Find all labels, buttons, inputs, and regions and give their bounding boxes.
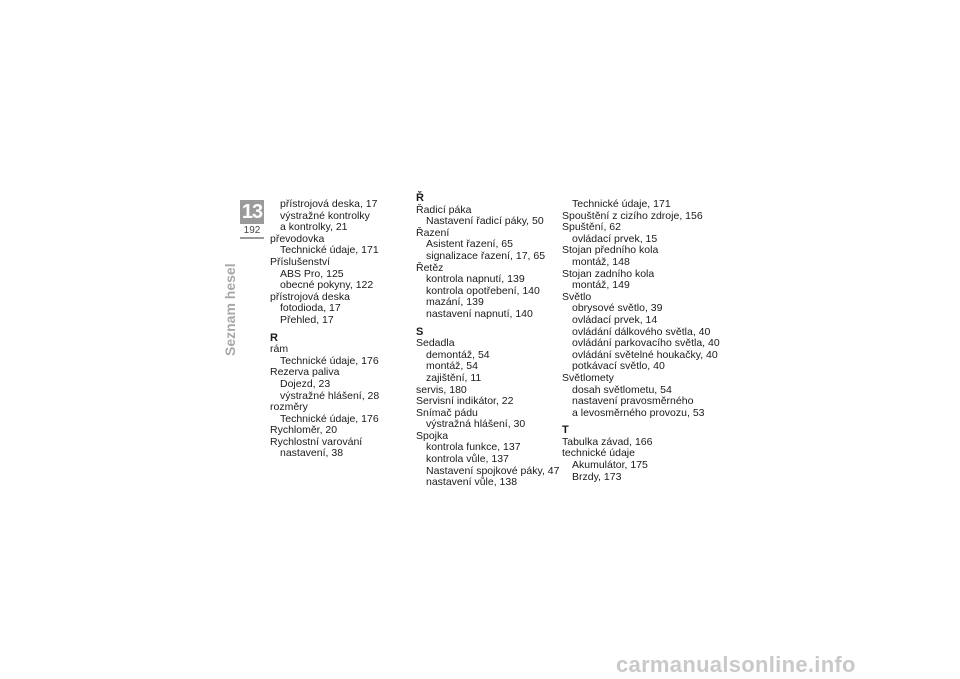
index-column-3	[562, 199, 720, 483]
index-subentry: kontrola napnutí, 139	[426, 273, 525, 286]
index-entry: Servisní indikátor, 22	[416, 395, 514, 408]
index-entry: Tabulka závad, 166	[562, 435, 653, 448]
index-entry: Světlomety	[562, 371, 614, 384]
index-entry: rozměry	[270, 401, 308, 414]
index-subentry: přístrojová deska, 17	[280, 198, 378, 210]
index-subentry: výstražné hlášení, 28	[280, 389, 380, 402]
index-entry: Rychloměr, 20	[270, 424, 338, 437]
index-subentry: dosah světlometu, 54	[572, 383, 672, 396]
index-entry: technické údaje	[562, 447, 635, 460]
index-subentry: Akumulátor, 175	[572, 459, 648, 472]
index-subentry: kontrola funkce, 137	[426, 441, 521, 454]
index-entry: Řetěz	[416, 261, 444, 274]
index-subentry: mazání, 139	[426, 296, 484, 309]
index-subentry: Technické údaje, 176	[280, 412, 379, 425]
index-subentry: ABS Pro, 125	[280, 267, 344, 280]
index-subentry: Přehled, 17	[280, 313, 334, 326]
index-entry: Stojan zadního kola	[562, 267, 655, 280]
index-subentry: Technické údaje, 176	[280, 354, 379, 367]
index-subentry: Dojezd, 23	[280, 377, 331, 390]
index-subentry: kontrola opotřebení, 140	[426, 284, 540, 297]
index-subentry: zajištění, 11	[426, 371, 482, 384]
index-subentry: nastavení, 38	[280, 447, 344, 460]
index-entry: Rychlostní varování	[270, 435, 363, 448]
index-subentry: fotodioda, 17	[280, 302, 341, 315]
index-letter-heading: T	[562, 424, 569, 437]
index-column-1	[270, 199, 379, 460]
index-entry: Snímač pádu	[416, 406, 478, 419]
index-entry: přístrojová deska	[270, 290, 350, 303]
index-entry: Rezerva paliva	[270, 366, 340, 379]
index-subentry: ovládání světelné houkačky, 40	[572, 348, 718, 361]
index-entry: Spuštění, 62	[562, 221, 621, 234]
index-subentry: montáž, 148	[572, 255, 630, 268]
index-subentry: ovládací prvek, 14	[572, 313, 658, 326]
index-subentry: montáž, 54	[426, 360, 478, 373]
index-subentry: nastavení vůle, 138	[426, 476, 518, 489]
index-subentry: výstražná hlášení, 30	[426, 418, 526, 431]
index-subentry: ovládání parkovacího světla, 40	[572, 337, 720, 350]
index-entry: servis, 180	[416, 383, 467, 396]
index-entry: Příslušenství	[270, 255, 331, 268]
index-subentry: Technické údaje, 171	[280, 244, 379, 257]
index-subentry: obecné pokyny, 122	[280, 279, 374, 292]
index-subentry: montáž, 149	[572, 279, 630, 292]
chapter-tab	[240, 200, 264, 240]
page-number: 192	[243, 225, 261, 236]
index-subentry: a kontrolky, 21	[280, 221, 348, 234]
watermark: carmanualsonline.info	[616, 652, 856, 677]
index-subentry: demontáž, 54	[426, 348, 490, 361]
index-subentry: nastavení pravosměrného	[572, 395, 694, 408]
chapter-title: Seznam hesel	[222, 263, 238, 356]
index-entry: Stojan předního kola	[562, 244, 659, 257]
index-subentry: signalizace řazení, 17, 65	[426, 249, 546, 262]
index-subentry: ovládání dálkového světla, 40	[572, 325, 711, 338]
index-subentry: nastavení napnutí, 140	[426, 307, 533, 320]
chapter-number: 13	[241, 201, 263, 223]
index-subentry: obrysové světlo, 39	[572, 302, 663, 315]
index-letter-heading: R	[270, 331, 278, 344]
index-column-2	[416, 187, 559, 489]
index-subentry: kontrola vůle, 137	[426, 453, 509, 466]
index-entry: Spojka	[416, 429, 449, 442]
index-entry: převodovka	[270, 232, 325, 245]
index-subentry: potkávací světlo, 40	[572, 360, 665, 373]
index-letter-heading: Ř	[416, 192, 424, 204]
index-letter-heading: S	[416, 325, 424, 338]
index-subentry: a levosměrného provozu, 53	[572, 406, 705, 419]
index-entry: Řazení	[416, 226, 450, 239]
index-subentry: Technické údaje, 171	[572, 198, 671, 210]
index-subentry: výstražné kontrolky	[280, 209, 370, 222]
index-entry: Sedadla	[416, 337, 455, 350]
index-entry: Řadicí páka	[416, 203, 472, 216]
page-number-bar	[240, 237, 264, 239]
index-subentry: Nastavení řadicí páky, 50	[426, 215, 544, 228]
index-subentry: Nastavení spojkové páky, 47	[426, 464, 560, 477]
index-subentry: ovládací prvek, 15	[572, 232, 658, 245]
index-subentry: Brzdy, 173	[572, 470, 622, 483]
index-entry: Spouštění z cizího zdroje, 156	[562, 209, 703, 222]
index-entry: Světlo	[562, 290, 592, 303]
index-entry: rám	[270, 343, 289, 356]
index-subentry: Asistent řazení, 65	[426, 238, 513, 251]
